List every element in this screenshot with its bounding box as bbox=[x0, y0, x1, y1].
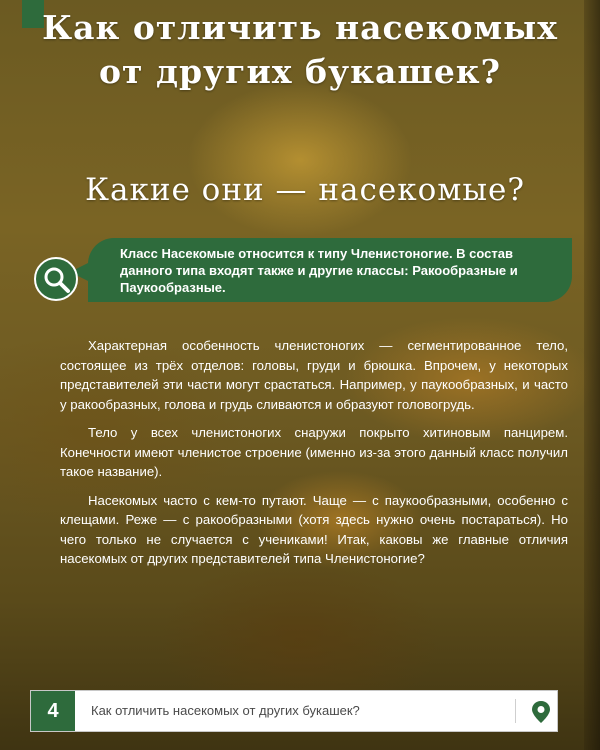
page-title bbox=[40, 6, 560, 94]
info-callout bbox=[88, 238, 572, 302]
magnifier-icon-glyph bbox=[42, 265, 72, 295]
info-callout-text: Класс Насекомые относится к типу Членистоногие. В состав данного типа входят также и другие классы: Ракообразные и Паукообразные. bbox=[120, 246, 518, 295]
body-text bbox=[60, 336, 568, 578]
body-paragraph-2: Тело у всех членистоногих снаружи покрыто хитиновым панцирем. Конечности имеют членистое строение (именно из-за этого данный класс получил такое название). bbox=[60, 425, 568, 479]
title-line-1: Как отличить насекомых bbox=[42, 8, 558, 47]
page-spine-shadow bbox=[584, 0, 600, 750]
footer-divider bbox=[515, 699, 516, 723]
page-number: 4 bbox=[31, 691, 75, 731]
footer-running-title: Как отличить насекомых от других букашек? bbox=[91, 703, 360, 718]
body-paragraph-1: Характерная особенность членистоногих — сегментированное тело, состоящее из трёх отделов: головы, груди и брюшка. Впрочем, у некоторых представителей эти части могут срастаться. Например, у паукообразных, и часто у ракообразных, голова и грудь сливаются и образуют головогрудь. bbox=[60, 338, 568, 412]
location-pin-icon bbox=[530, 700, 552, 724]
body-paragraph-3: Насекомых часто с кем-то путают. Чаще — с паукообразными, особенно с клещами. Реже — с ракообразными (хотя здесь нужно очень постараться). Но чего только не случается с учениками! Итак, каковы же главные отличия насекомых от других представителей типа Членистоногие? bbox=[60, 492, 568, 566]
section-heading: Какие они — насекомые? bbox=[84, 172, 526, 208]
title-line-2: от других букашек? bbox=[99, 52, 501, 91]
magnifier-icon bbox=[34, 257, 78, 301]
page-footer bbox=[30, 690, 558, 732]
